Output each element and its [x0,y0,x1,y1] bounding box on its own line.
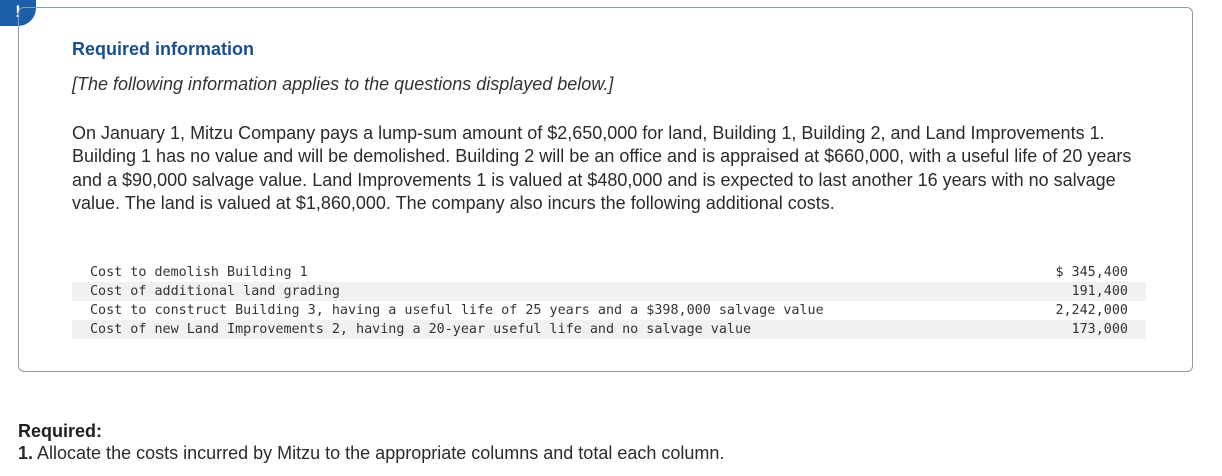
cost-amount: 191,400 [1013,282,1146,301]
cost-label: Cost of additional land grading [72,282,1013,301]
cost-amount: 2,242,000 [1055,303,1128,318]
cost-label: Cost of new Land Improvements 2, having a 20-year useful life and no salvage value [72,320,1013,339]
cost-amount: 173,000 [1013,320,1146,339]
problem-description: On January 1, Mitzu Company pays a lump-sum amount of $2,650,000 for land, Building 1, Building 2, and Land Improvements 1. Building 1 has no value and will be demolished. Building 2 will be an office and is appraised at $660,000, with a useful life of 20 years and a $90,000 salvage value. Land Improvements 1 is valued at $480,000 and is expected to last another 16 years with no salvage value. The land is valued at $1,860,000. The company also incurs the following additional costs. [72,123,1132,213]
alert-icon: ! [0,0,36,26]
cost-amount: $ 345,400 [1055,265,1128,280]
table-row [72,301,1146,320]
cost-label: Cost to demolish Building 1 [90,265,308,280]
required-item-text: Allocate the costs incurred by Mitzu to the appropriate columns and total each column. [33,443,725,463]
table-row [72,263,1146,282]
section-heading: Required information [72,39,255,59]
required-item [18,443,724,464]
table-row [72,320,1146,339]
cost-label: Cost to construct Building 3, having a useful life of 25 years and a $398,000 salvage value [90,303,824,318]
required-label: Required: [18,421,103,441]
additional-costs-table [72,263,1146,339]
table-row [72,282,1146,301]
required-item-number: 1. [18,443,34,463]
info-note: [The following information applies to the questions displayed below.] [72,74,614,94]
